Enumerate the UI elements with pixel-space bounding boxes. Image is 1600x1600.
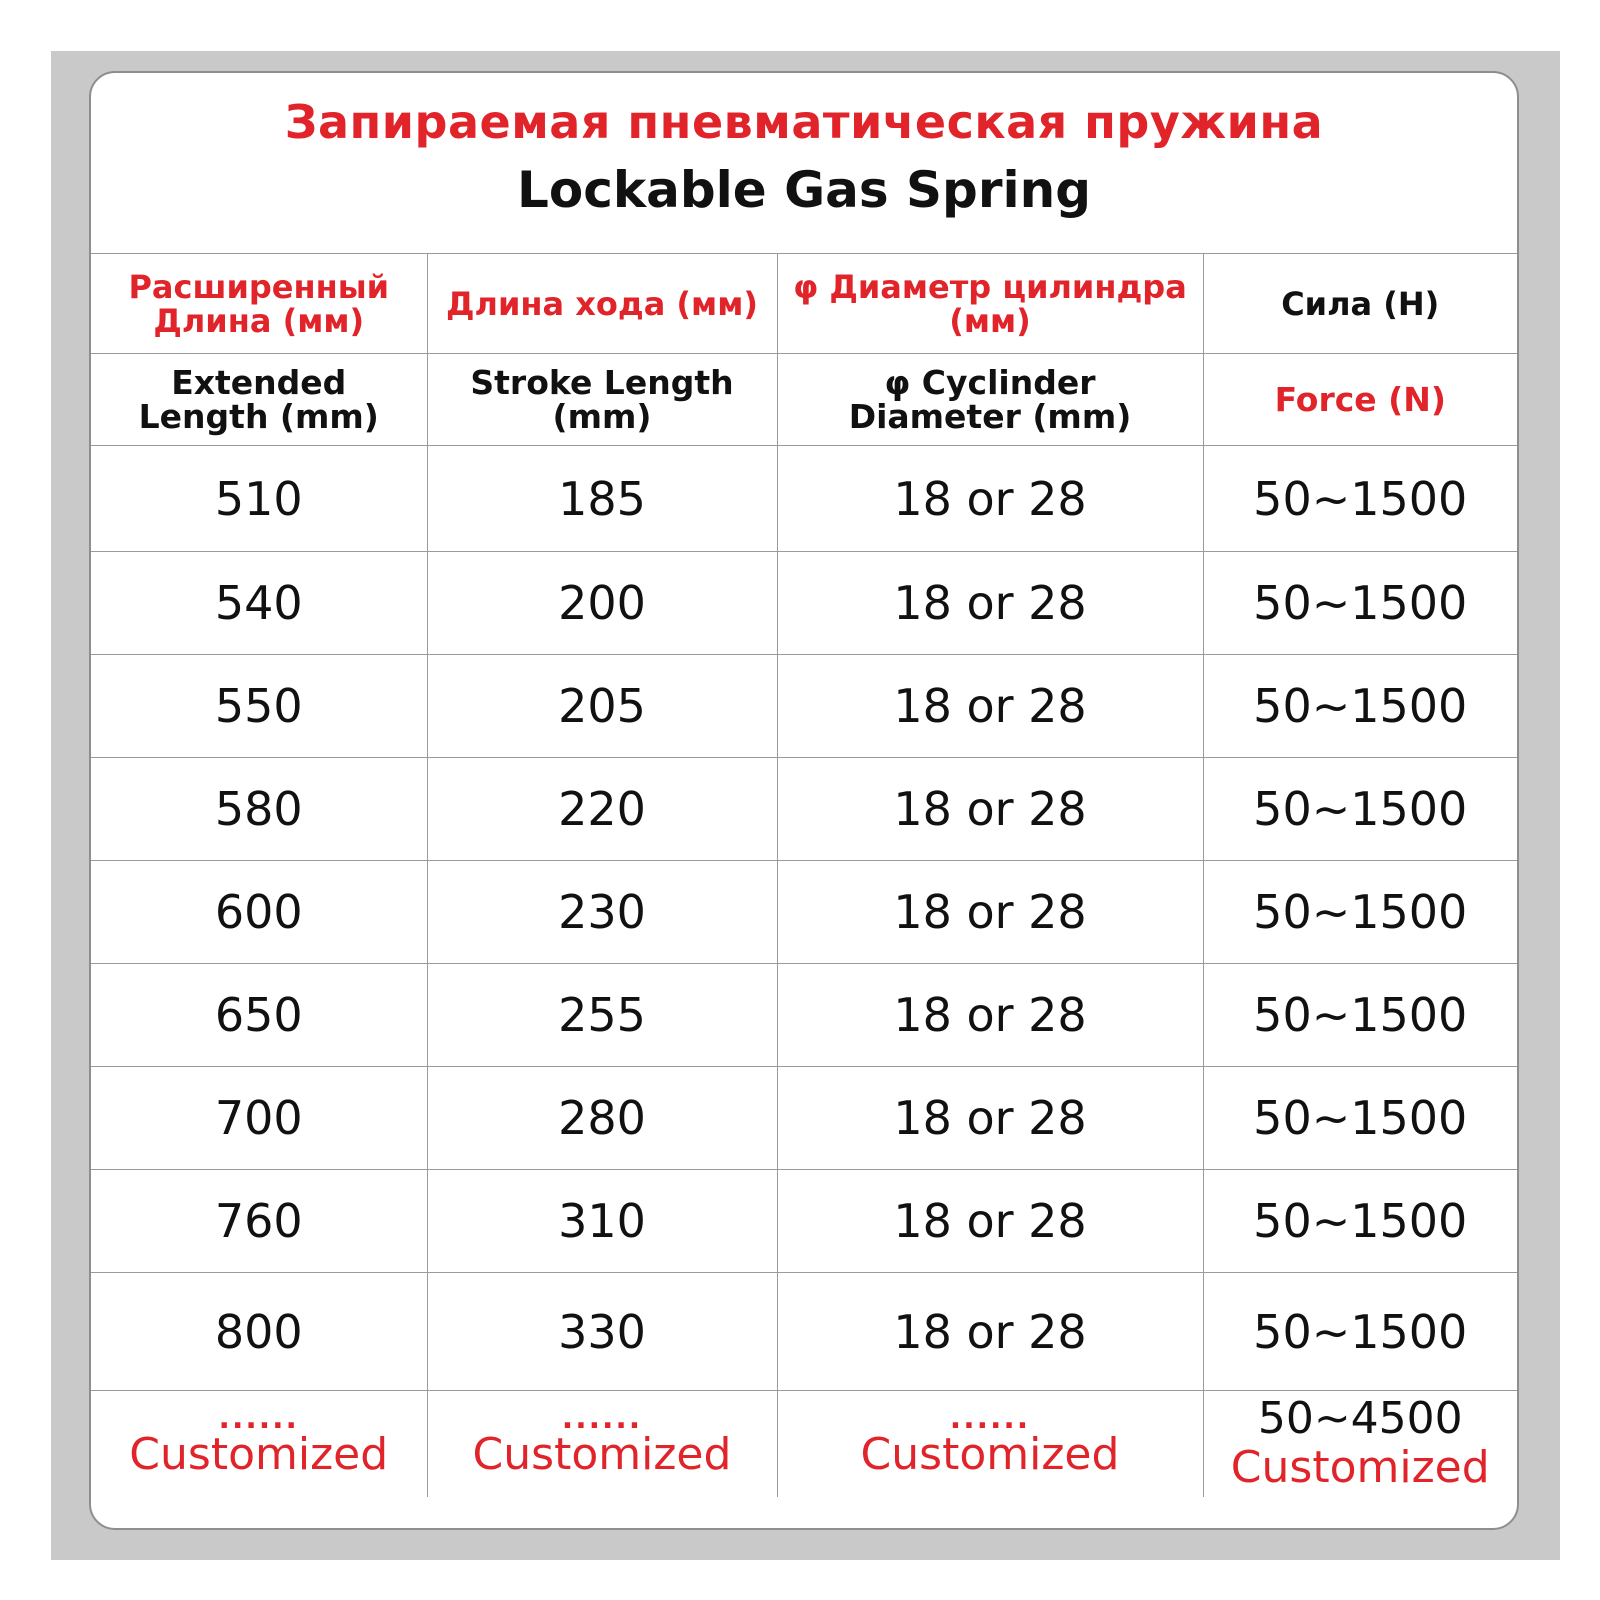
table-row [91,655,1517,758]
stroke-length-cell: 205 [427,655,777,758]
cylinder-diameter-cell: 18 or 28 [777,758,1203,861]
cylinder-diameter-cell: 18 or 28 [777,964,1203,1067]
header-en-cylinder-diameter: φ Cyclinder Diameter (mm) [777,354,1203,446]
table-row [91,552,1517,655]
force-cell: 50~1500 [1203,861,1517,964]
force-cell: 50~1500 [1203,655,1517,758]
table-row [91,964,1517,1067]
ellipsis-dots: ...... [218,1400,299,1436]
stroke-length-cell: 185 [427,446,777,552]
ellipsis-dots: ...... [561,1400,643,1436]
header-en-stroke-length: Stroke Length (mm) [427,354,777,446]
extended-length-cell: 580 [91,758,427,861]
stroke-length-cell: 200 [427,552,777,655]
force-cell: 50~1500 [1203,758,1517,861]
table-row [91,446,1517,552]
extended-length-cell: 800 [91,1273,427,1391]
header-ru-stroke-length: Длина хода (мм) [427,254,777,354]
stroke-length-cell: 280 [427,1067,777,1170]
header-ru-extended-length: Расширенный Длина (мм) [91,254,427,354]
extended-length-cell: 650 [91,964,427,1067]
outer-frame [51,51,1560,1560]
extended-length-cell: 510 [91,446,427,552]
extended-length-cell: 540 [91,552,427,655]
cylinder-diameter-cell: 18 or 28 [777,655,1203,758]
cylinder-diameter-cell: 18 or 28 [777,1273,1203,1391]
extended-length-cell: 550 [91,655,427,758]
customized-label: Customized [1230,1441,1490,1493]
table-row [91,1273,1517,1391]
table-row [91,758,1517,861]
spec-table [91,253,1517,1497]
force-cell: 50~1500 [1203,964,1517,1067]
force-cell: 50~1500 [1203,446,1517,552]
customized-stroke-length-cell [427,1391,777,1497]
customized-cylinder-diameter-cell [777,1391,1203,1497]
header-ru-force: Сила (Н) [1203,254,1517,354]
stroke-length-cell: 310 [427,1170,777,1273]
table-row [91,1067,1517,1170]
title-russian: Запираемая пневматическая пружина [284,95,1324,149]
stroke-length-cell: 255 [427,964,777,1067]
customized-extended-length-cell [91,1391,427,1497]
table-row [91,861,1517,964]
customized-label: Customized [472,1428,732,1480]
spec-card [89,71,1519,1530]
stroke-length-cell: 220 [427,758,777,861]
header-row-english [91,354,1517,446]
cylinder-diameter-cell: 18 or 28 [777,1170,1203,1273]
extended-length-cell: 760 [91,1170,427,1273]
header-en-force: Force (N) [1203,354,1517,446]
stroke-length-cell: 330 [427,1273,777,1391]
extended-length-cell: 700 [91,1067,427,1170]
header-ru-cylinder-diameter: φ Диаметр цилиндра (мм) [777,254,1203,354]
extended-length-cell: 600 [91,861,427,964]
customized-force-cell [1203,1391,1517,1497]
force-cell: 50~1500 [1203,1170,1517,1273]
force-cell: 50~1500 [1203,552,1517,655]
force-cell: 50~1500 [1203,1067,1517,1170]
title-block [91,73,1517,253]
customized-label: Customized [129,1428,389,1480]
cylinder-diameter-cell: 18 or 28 [777,552,1203,655]
force-cell: 50~1500 [1203,1273,1517,1391]
force-max-value: 50~4500 [1257,1392,1463,1444]
header-row-russian [91,254,1517,354]
cylinder-diameter-cell: 18 or 28 [777,446,1203,552]
title-english: Lockable Gas Spring [516,161,1092,219]
customized-label: Customized [860,1428,1120,1480]
customized-row [91,1391,1517,1497]
cylinder-diameter-cell: 18 or 28 [777,861,1203,964]
ellipsis-dots: ...... [949,1400,1031,1436]
cylinder-diameter-cell: 18 or 28 [777,1067,1203,1170]
header-en-extended-length: Extended Length (mm) [91,354,427,446]
table-row [91,1170,1517,1273]
stroke-length-cell: 230 [427,861,777,964]
